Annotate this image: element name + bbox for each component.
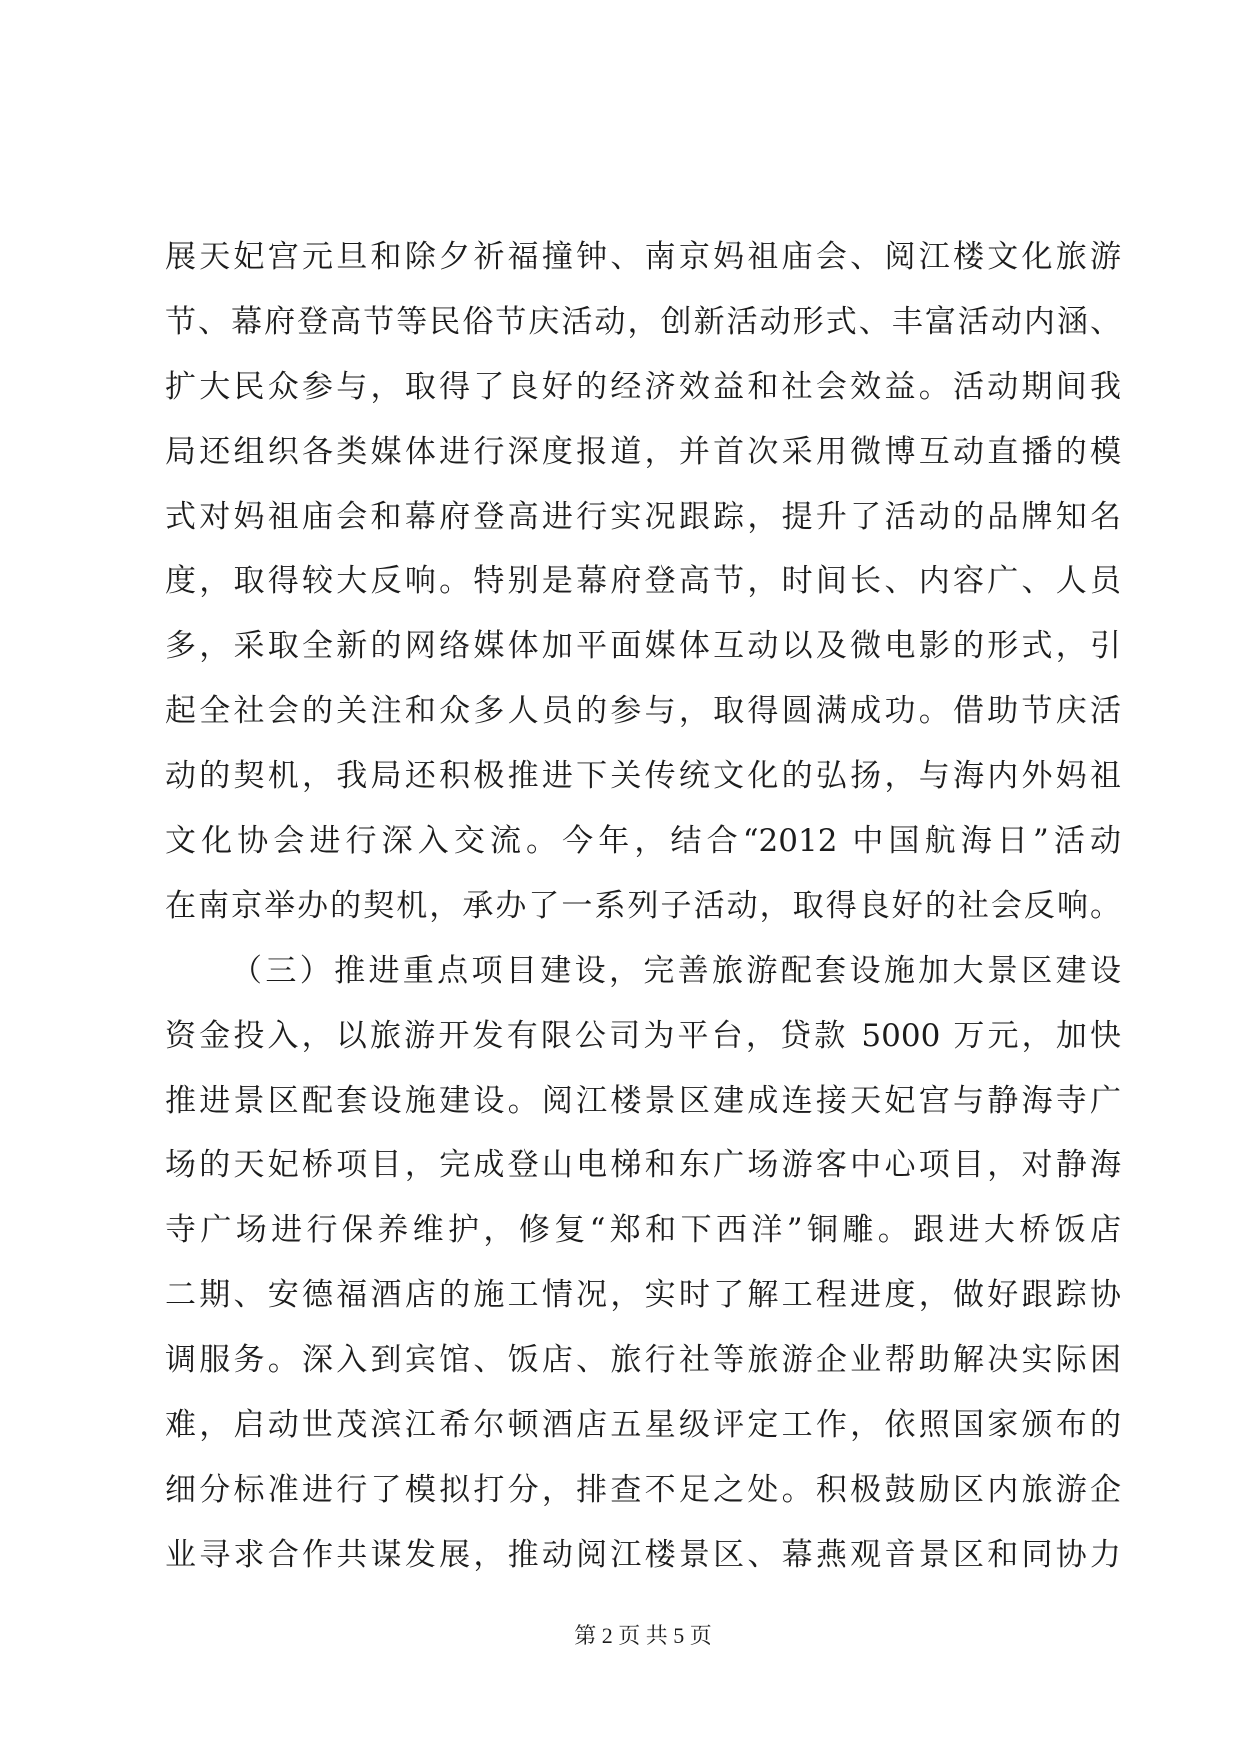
paragraph-key-projects — [165, 939, 1121, 1588]
text-line: 二期、安德福酒店的施工情况，实时了解工程进度，做好跟踪协 — [165, 1277, 1121, 1314]
text-line: 度，取得较大反响。特别是幕府登高节，时间长、内容广、人员 — [165, 563, 1121, 600]
text-line: 业寻求合作共谋发展，推动阅江楼景区、幕燕观音景区和同协力 — [165, 1536, 1121, 1573]
text-line: 场的天妃桥项目，完成登山电梯和东广场游客中心项目，对静海 — [165, 1147, 1121, 1184]
text-line: 式对妈祖庙会和幕府登高进行实况跟踪，提升了活动的品牌知名 — [165, 498, 1121, 535]
text-line: 推进景区配套设施建设。阅江楼景区建成连接天妃宫与静海寺广 — [165, 1082, 1121, 1119]
text-line: 在南京举办的契机，承办了一系列子活动，取得良好的社会反响。 — [165, 887, 1121, 924]
text-line: 细分标准进行了模拟打分，排查不足之处。积极鼓励区内旅游企 — [165, 1471, 1121, 1508]
section-heading-line: （三）推进重点项目建设，完善旅游配套设施加大景区建设 — [231, 952, 1121, 989]
text-line: 文化协会进行深入交流。今年，结合“2012 中国航海日”活动 — [165, 823, 1121, 860]
text-line: 起全社会的关注和众多人员的参与，取得圆满成功。借助节庆活 — [165, 693, 1121, 730]
text-line: 资金投入，以旅游开发有限公司为平台，贷款 5000 万元，加快 — [165, 1017, 1121, 1054]
page-number: 第 2 页 共 5 页 — [574, 1623, 712, 1648]
text-line: 难，启动世茂滨江希尔顿酒店五星级评定工作，依照国家颁布的 — [165, 1407, 1121, 1444]
text-line: 调服务。深入到宾馆、饭店、旅行社等旅游企业帮助解决实际困 — [165, 1342, 1121, 1379]
text-line: 扩大民众参与，取得了良好的经济效益和社会效益。活动期间我 — [165, 368, 1121, 405]
text-line: 寺广场进行保养维护，修复“郑和下西洋”铜雕。跟进大桥饭店 — [165, 1212, 1121, 1249]
text-line: 多，采取全新的网络媒体加平面媒体互动以及微电影的形式，引 — [165, 628, 1121, 665]
page-footer — [165, 1620, 1121, 1652]
text-line: 动的契机，我局还积极推进下关传统文化的弘扬，与海内外妈祖 — [165, 758, 1121, 795]
body-text — [165, 225, 1121, 1588]
paragraph-festival-activities — [165, 225, 1121, 939]
text-line: 节、幕府登高节等民俗节庆活动，创新活动形式、丰富活动内涵、 — [165, 303, 1121, 340]
text-line: 局还组织各类媒体进行深度报道，并首次采用微博互动直播的模 — [165, 433, 1121, 470]
text-line: 展天妃宫元旦和除夕祈福撞钟、南京妈祖庙会、阅江楼文化旅游 — [165, 239, 1121, 275]
